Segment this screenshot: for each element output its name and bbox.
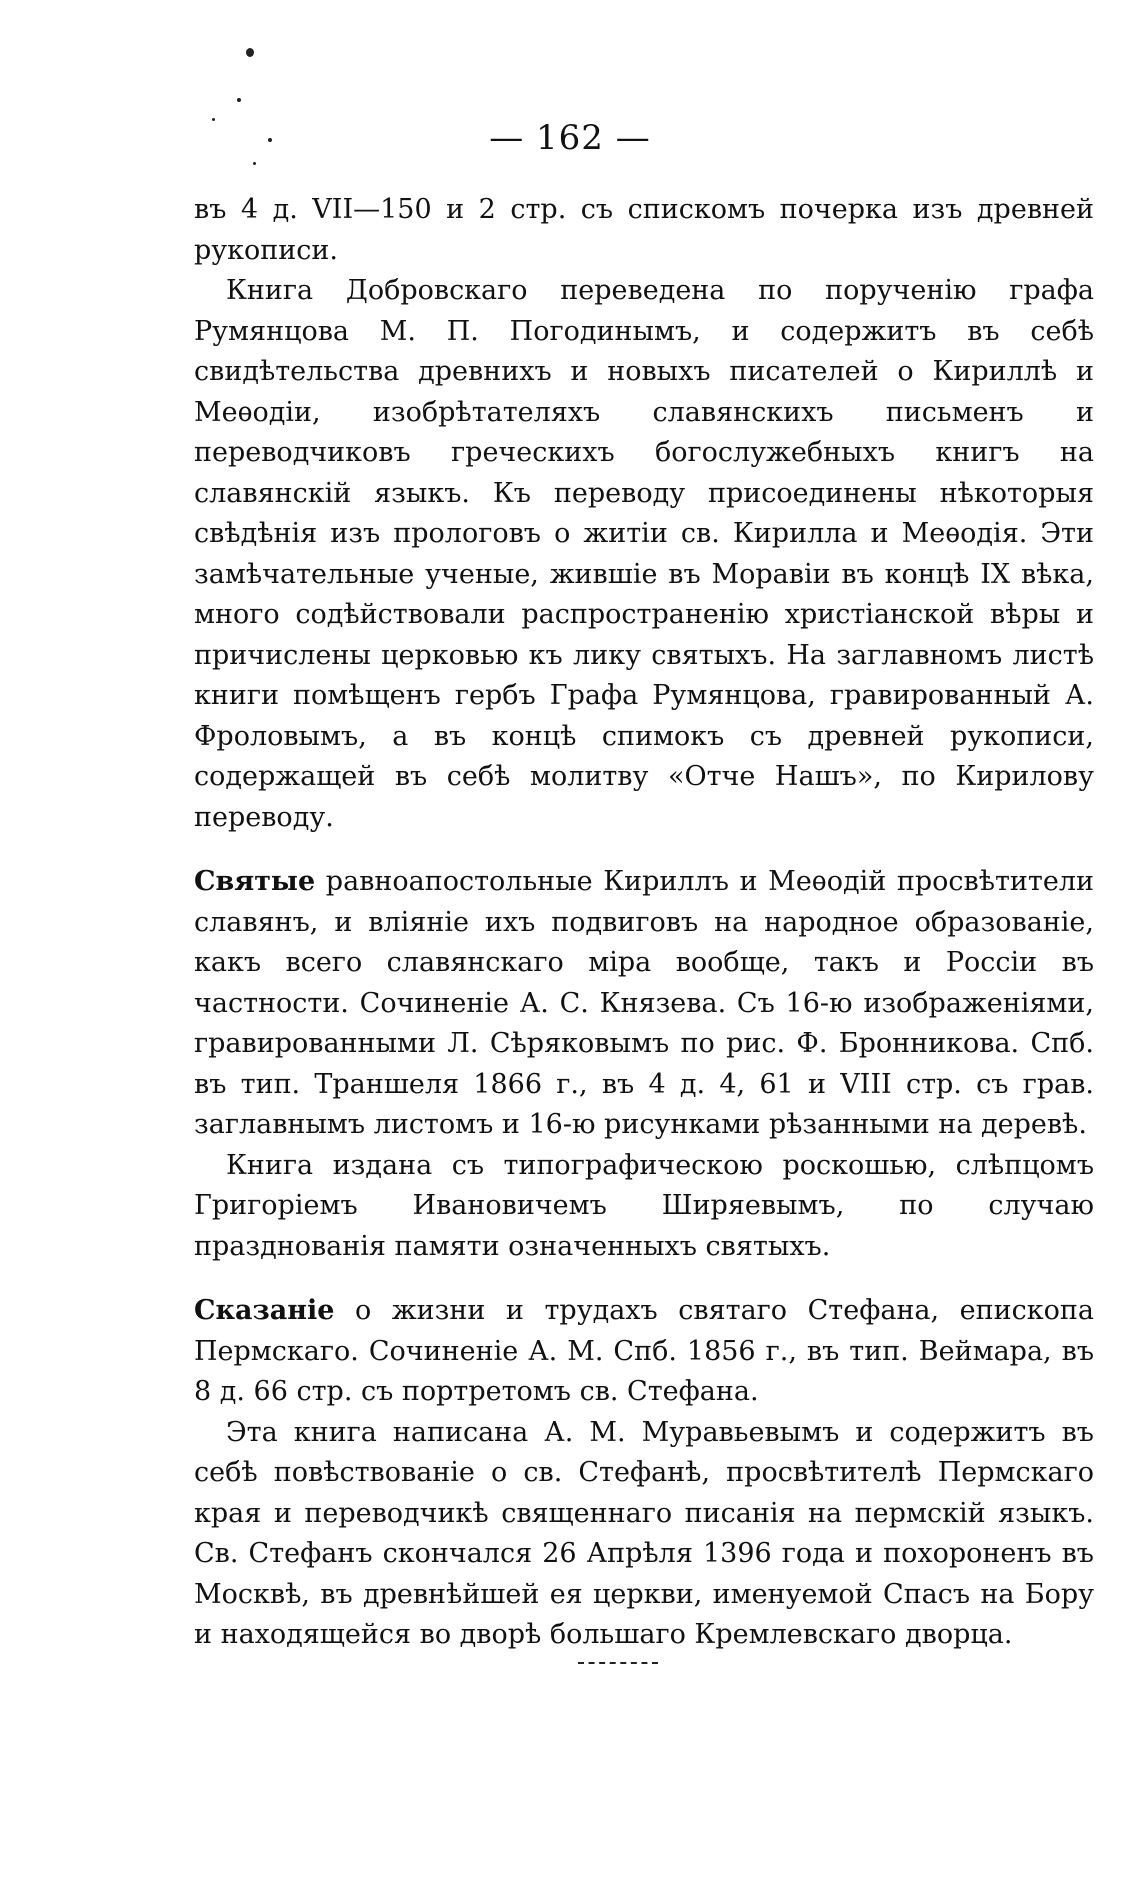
ink-speck xyxy=(246,48,254,57)
paragraph-text: Книга Добровскаго переведена по порученію графа Румянцова М. П. Погодинымъ, и содержитъ въ себѣ свидѣтельства древнихъ и новыхъ писателей о Кириллѣ и Меѳодіи, изобрѣтателяхъ славянскихъ письменъ и переводчиковъ греческихъ богослужебныхъ книгъ на славянскій языкъ. Къ переводу присоединены нѣкоторыя свѣдѣнія изъ прологовъ о житіи св. Кирилла и Меѳодія. Эти замѣчательные ученые, жившіе въ Моравіи въ концѣ IX вѣка, много содѣйствовали распространенію христіанской вѣры и причислены церковью къ лику святыхъ. На заглавномъ листѣ книги помѣщенъ гербъ Графа Румянцова, гравированный А. Фроловымъ, а въ концѣ спимокъ съ древней рукописи, содержащей въ себѣ молитву «Отче Нашъ», по Кирилову переводу. xyxy=(194,275,1094,833)
paragraph-text: въ 4 д. VII—150 и 2 стр. съ спискомъ почерка изъ древней рукописи. xyxy=(194,194,1094,266)
page-number: — 162 — xyxy=(489,118,651,158)
entry-lead-word: Сказаніе xyxy=(194,1295,335,1326)
paragraph-dobrovsky-book xyxy=(194,271,1094,838)
paragraph-continuation xyxy=(194,190,1094,271)
paragraph-text: равноапостольные Кириллъ и Меѳодій просвѣтители славянъ, и вліяніе ихъ подвиговъ на народное образованіе, какъ всего славянскаго міра вообще, такъ и Россіи въ частности. Сочиненіе А. С. Князева. Съ 16-ю изображеніями, гравированными Л. Сѣряковымъ по рис. Ф. Бронникова. Спб. въ тип. Траншеля 1866 г., въ 4 д. 4, 61 и VIII стр. съ грав. заглавнымъ листомъ и 16-ю рисунками рѣзанными на деревѣ. xyxy=(194,866,1094,1140)
paragraph-text: Книга издана съ типографическою роскошью, слѣпцомъ Григоріемъ Ивановичемъ Ширяевымъ, по случаю празднованія памяти означенныхъ святыхъ. xyxy=(194,1149,1094,1262)
paragraph-text: о жизни и трудахъ святаго Стефана, епископа Пермскаго. Сочиненіе А. М. Спб. 1856 г., въ тип. Веймара, въ 8 д. 66 стр. съ портретомъ св. Стефана. xyxy=(194,1295,1094,1407)
section-end-rule xyxy=(578,1662,658,1664)
page-body xyxy=(194,190,1094,1656)
paragraph-text: Эта книга написана А. М. Муравьевымъ и содержитъ въ себѣ повѣствованіе о св. Стефанѣ, просвѣтителѣ Пермскаго края и переводчикѣ священнаго писанія на пермскій языкъ. Св. Стефанъ скончался 26 Апрѣля 1396 года и похороненъ въ Москвѣ, въ древнѣйшей ея церкви, именуемой Спасъ на Бору и находящейся во дворѣ большаго Кремлевскаго дворца. xyxy=(194,1416,1094,1650)
ink-speck xyxy=(237,98,241,102)
entry-stephen-of-perm xyxy=(194,1291,1094,1413)
paragraph-edition-note xyxy=(194,1146,1094,1268)
entry-saints-cyril-methodius xyxy=(194,862,1094,1146)
paragraph-muravyov-book xyxy=(194,1413,1094,1656)
entry-lead-word: Святые xyxy=(194,866,316,897)
ink-speck xyxy=(253,162,256,165)
